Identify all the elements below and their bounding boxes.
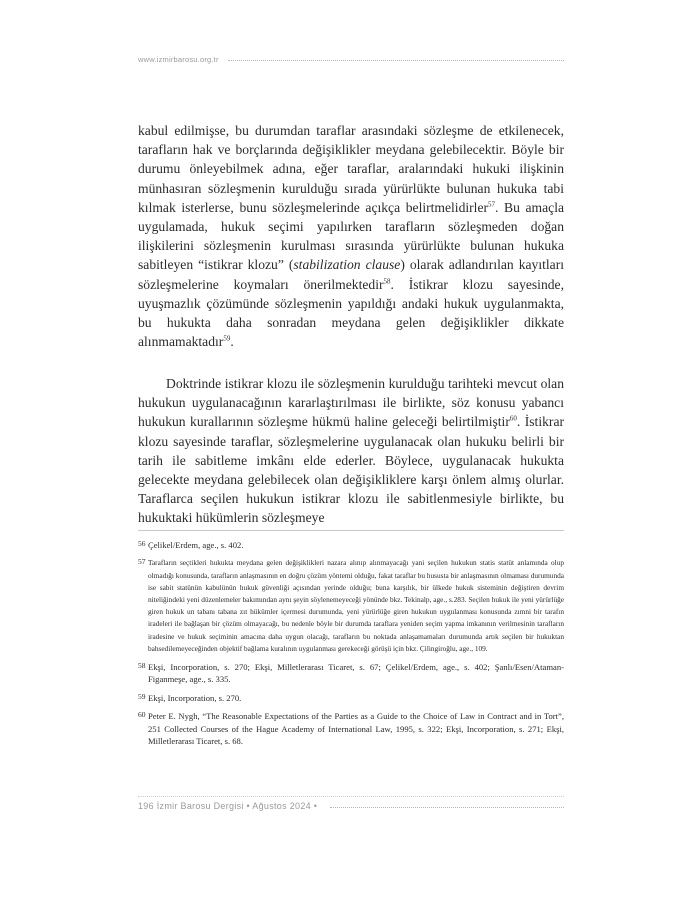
footnote-number: 59 [138, 691, 146, 701]
footnote-item [138, 557, 564, 655]
footnote-text: Ekşi, Incorporation, s. 270; Ekşi, Milletlerarası Ticaret, s. 67; Çelikel/Erdem, age., s. 402; Şanlı/Esen/Ataman-Figanmeşe, age., s. 335. [148, 662, 564, 685]
paragraph-1 [138, 121, 564, 351]
paragraph-2 [138, 374, 564, 528]
header-url: www.izmirbarosu.org.tr [138, 55, 219, 64]
page-footer: 196 İzmir Barosu Dergisi • Ağustos 2024 • [138, 801, 318, 811]
footnote-text: Ekşi, Incorporation, s. 270. [148, 692, 242, 703]
footnote-text: Çelikel/Erdem, age., s. 402. [148, 540, 244, 550]
footnote-ref-60: 60 [509, 414, 517, 423]
paragraph-1-text-b: . Bu amaçla uygulamada, hukuk seçimi yapılırken tarafların sözleşmeden doğan ilişkilerini sözleşmenin kurulması sırasında yürürlükte bulunan hukuka sabitleyen “istikrar klozu” ( [138, 199, 564, 273]
footnotes [138, 539, 564, 753]
paragraph-2-text-a: Doktrinde istikrar klozu ile sözleşmenin kurulduğu tarihteki mevcut olan hukukun uygulanacağının kararlaştırılması ile birlikte, söz konusu yabancı hukukun kurallarının sözleşme hükmü haline geleceği belirtilmiştir [138, 376, 564, 430]
footer-rule [330, 807, 564, 808]
footer-top-rule [138, 796, 564, 797]
footnote-ref-59: 59 [223, 334, 231, 343]
paragraph-1-text-c: ) olarak adlandırılan kayıtları sözleşmelerine koymaları önerilmektedir [138, 257, 564, 292]
paragraph-1-text-a: kabul edilmişse, bu durumdan taraflar arasındaki sözleşme de etkilenecek, tarafların hak ve borçlarında değişiklikler meydana gelebilecektir. Böyle bir durumu önleyebilmek adına, eğer taraflar, aralarındaki hukuki ilişkinin münhasıran sözleşmenin kurulduğu sırada yürürlükte bulunan hukuka tabi kılmak isterlerse, bunu sözleşmelerinde açıkça belirtmelidirler [138, 123, 564, 215]
footnote-number: 58 [138, 661, 146, 671]
footnote-item [138, 661, 564, 686]
paragraph-1-text-e: . [230, 334, 234, 350]
header-rule [228, 60, 564, 61]
footnote-ref-58: 58 [383, 277, 391, 286]
footnote-number: 57 [138, 557, 146, 567]
footnote-ref-57: 57 [488, 200, 496, 209]
footnote-item [138, 539, 564, 551]
footnote-text: Peter E. Nygh, “The Reasonable Expectations of the Parties as a Guide to the Choice of Law in Contract and in Tort”, 251 Collected Courses of the Hague Academy of International Law, 1995, s. 322; Ekşi, Incorporation, s. 271; Ekşi, Milletlerarası Ticaret, s. 68. [148, 711, 564, 747]
footnote-number: 56 [138, 539, 146, 548]
footnote-rule [138, 530, 564, 531]
footnote-text: Tarafların seçtikleri hukukta meydana gelen değişiklikleri nazara alınıp alınmayacağı yani seçilen hukukun statis statüt anlamında olup olmadığı konusunda, tarafların anlaşmasının en doğru çözüm yöntemi olduğu, fakat taraflar bu hususta bir anlaşmasının olmaması durumunda ise sabit statünün kabulünün hukuk güvenliği açısından yerinde olduğu; buna karşılık, bir ülkede hukuk sisteminin değiştiren devrim niteliğindeki yeni düzenlemeler bakımından aynı şeyin söylenemeyeceği yönünde bkz. Tekinalp, age., s.283. Seçilen hukuk ile yeni yürürlüğe giren hukuk un tabanı tabana zıt hükümler içermesi durumunda, yeni yürürlüğe giren hukukun uygulanması konusunda zımni bir tarafın iradeleri ile bağlaşan bir çözüm olmayacağı, bu nedenle böyle bir durumda taraflara yeniden seçim yapma imkanının verilmesinin tarafların iradesine ve hukuk seçiminin amacına daha uygun olacağı, tarafların bu noktada anlaşamamaları durumunda artık seçilen bir hukuktan bahsedilemeyeceğinden objektif bağlama kuralının uygulanması gerekeceği görüşü için bkz. Çilingiroğlu, age., 109. [148, 558, 564, 653]
paragraph-2-text-b: . İstikrar klozu sayesinde taraflar, sözleşmelerine uygulanacak olan hukuku belirli bir tarih ile sabitleme imkânı elde ederler. Böylece, uygulanacak hukukta gelecekte meydana gelebilecek olan değişikliklere karşı önlem almış olurlar. Taraflarca seçilen hukukun istikrar klozu ile sabitlenmesiyle birlikte, bu hukuktaki hükümlerin sözleşmeye [138, 414, 564, 526]
footnote-item [138, 692, 564, 704]
footnote-number: 60 [138, 710, 146, 720]
paragraph-1-text-d: . İstikrar klozu sayesinde, uyuşmazlık çözümünde sözleşmenin yapıldığı andaki hukuk uygulanmakta, bu hukukta daha sonradan meydana gelen değişiklikler dikkate alınmamaktadır [138, 276, 564, 350]
footnote-item [138, 710, 564, 747]
paragraph-1-italic: stabilization clause [293, 257, 401, 273]
